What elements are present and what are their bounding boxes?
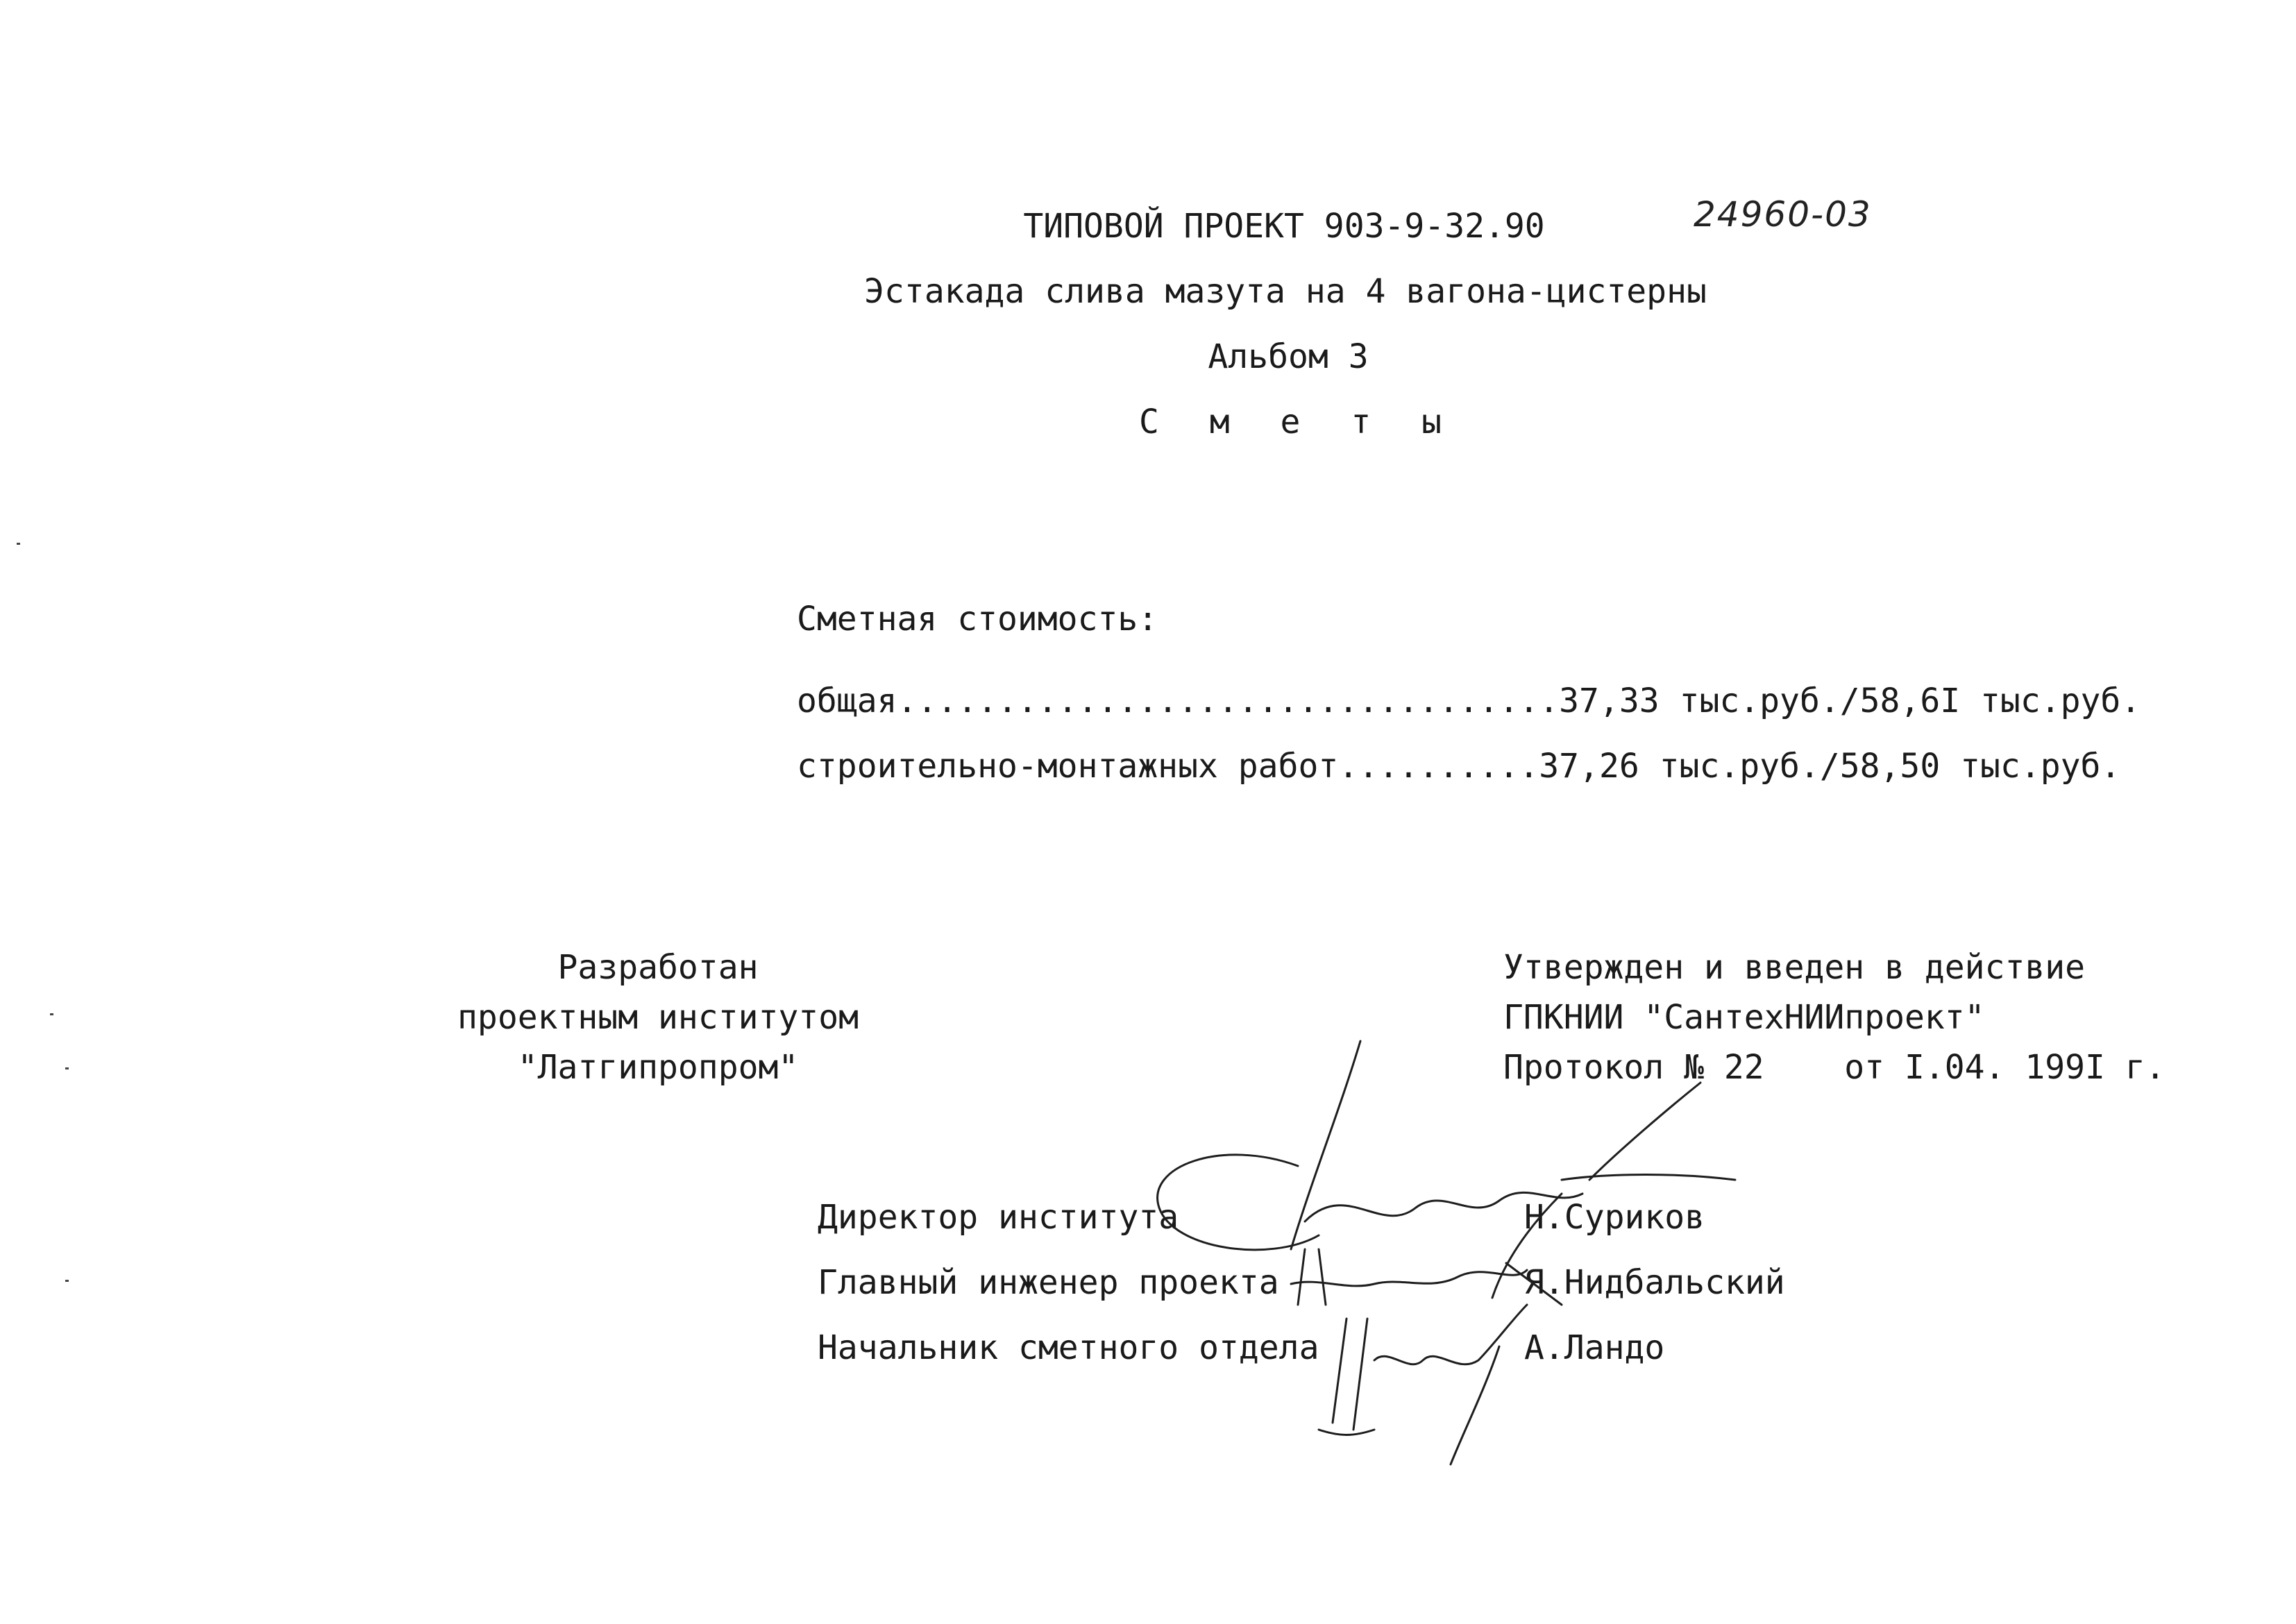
cost-label: строительно-монтажных работ [797,747,1339,786]
cost-row-total [797,680,2141,722]
developed-line-1: Разработан [557,948,759,987]
cost-row-construction [797,745,2120,787]
section-label: С м е т ы [1138,403,1458,441]
cost-leader: ................................. [897,682,1560,720]
developed-line-3: "Латгипропром" [517,1048,799,1087]
cost-heading: Сметная стоимость: [797,600,1158,638]
signatory-position-chief-engineer: Главный инженер проекта [818,1263,1279,1302]
handwritten-number: 24960-03 [1694,194,1872,235]
approved-line-3: Протокол № 22 от I.04. 199I г. [1503,1048,2166,1087]
scan-speck [65,1280,69,1282]
signature-estimate-head-tail [1451,1346,1499,1464]
signatory-name-director: Н.Суриков [1524,1198,1705,1237]
signatory-name-estimate-head: А.Ландо [1524,1328,1665,1367]
signature-director-loop [1158,1155,1319,1250]
project-title: ТИПОВОЙ ПРОЕКТ 903-9-32.90 [1023,207,1545,246]
signature-estimate-head-underline [1319,1430,1374,1435]
cost-value: 37,33 тыс.руб./58,6I тыс.руб. [1559,682,2141,720]
signature-director-stroke [1291,1041,1360,1249]
signatory-position-director: Директор института [818,1198,1179,1237]
cost-leader: .......... [1338,747,1539,786]
signature-chief-engineer [1291,1249,1527,1305]
cost-value: 37,26 тыс.руб./58,50 тыс.руб. [1539,747,2121,786]
developed-line-2: проектным институтом [457,998,859,1037]
signatory-position-estimate-head: Начальник сметного отдела [818,1328,1319,1367]
scan-speck [65,1067,69,1069]
cost-label: общая [797,682,897,720]
signature-director-flourish [1562,1175,1735,1181]
signature-director-tail [1589,1083,1700,1180]
approved-line-1: Утвержден и введен в действие [1503,948,2086,987]
scan-speck [17,543,20,545]
signatory-name-chief-engineer: Я.Нидбальский [1524,1263,1785,1302]
approved-line-2: ГПКНИИ "СантехНИИпроект" [1503,998,1985,1037]
scan-speck [50,1013,53,1015]
album-label: Альбом 3 [1208,337,1369,376]
project-subtitle: Эстакада слива мазута на 4 вагона-цистерны [864,272,1707,311]
signature-estimate-head [1333,1305,1527,1430]
